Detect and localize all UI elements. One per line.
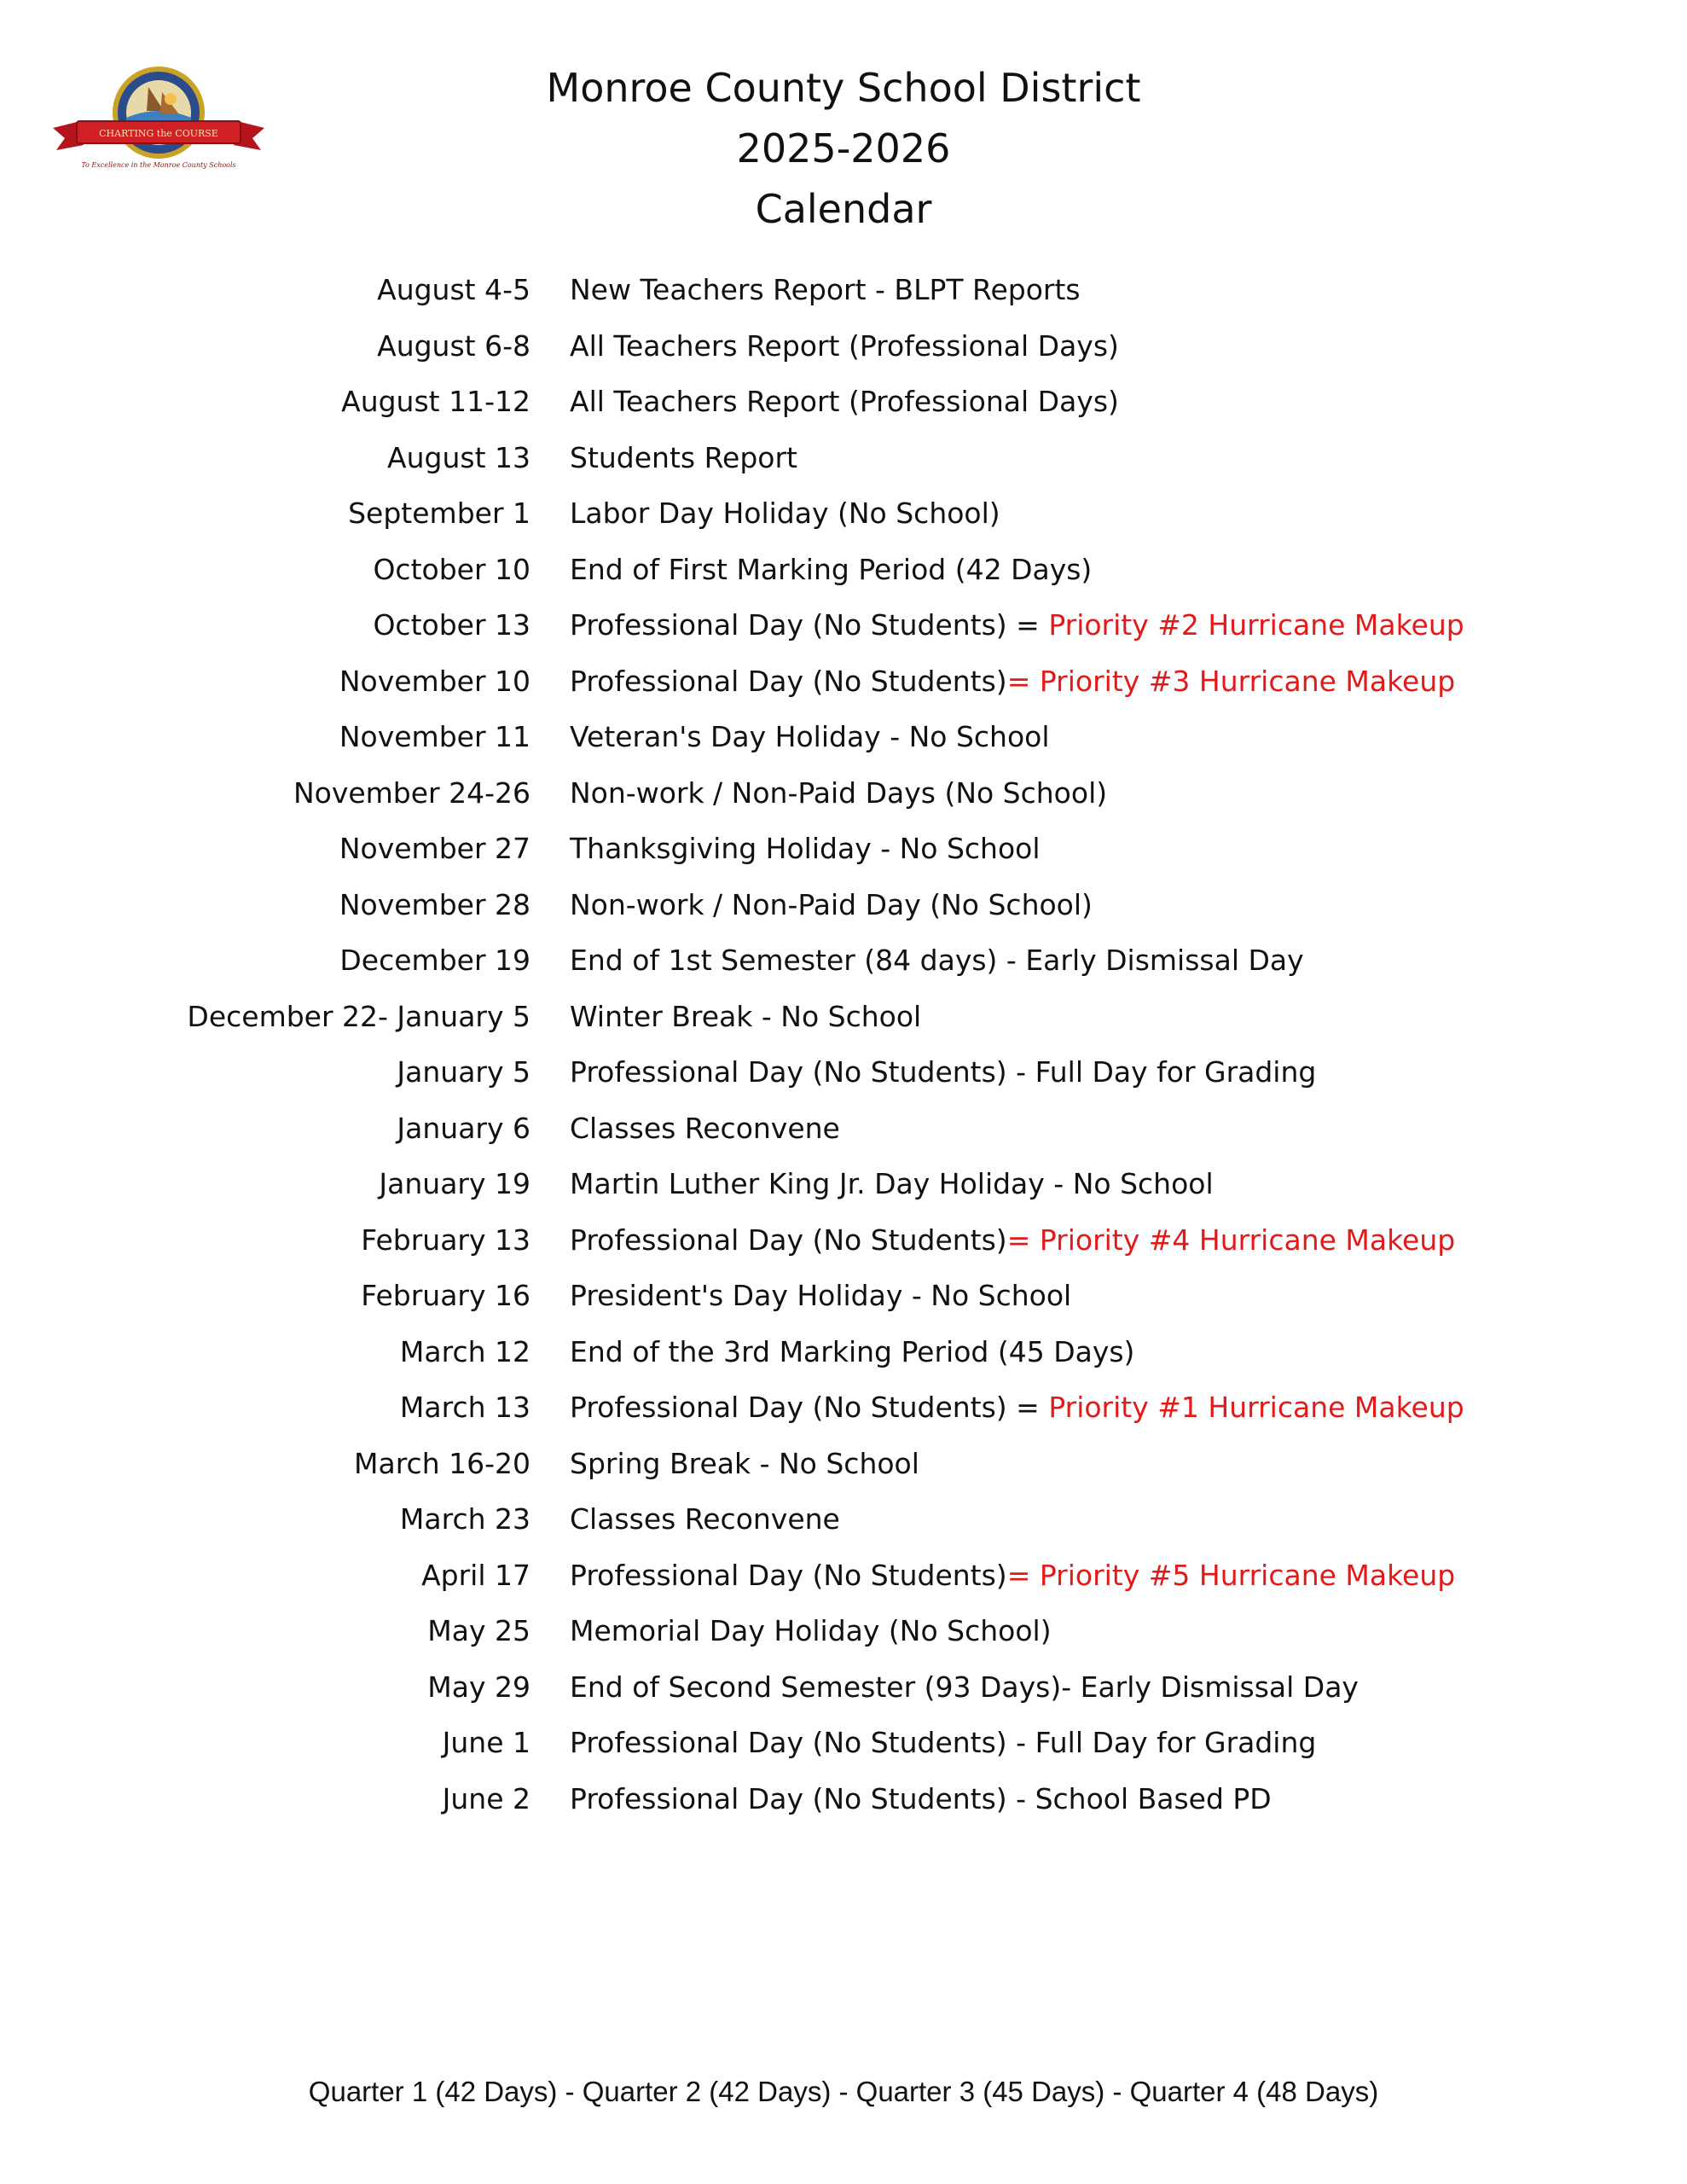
event-description-text: Professional Day (No Students) - Full Day for Grading [570,1726,1317,1759]
event-description [570,597,1464,653]
event-date: August 11-12 [341,385,530,418]
event-row [0,542,1687,598]
hurricane-makeup-note: = Priority #5 Hurricane Makeup [1006,1558,1456,1592]
event-row [0,1548,1687,1604]
event-description [570,1548,1455,1604]
event-date: November 11 [339,720,530,753]
event-description [570,1771,1272,1827]
calendar-title: Calendar [755,186,932,232]
event-description [570,430,797,486]
event-row [0,430,1687,486]
event-description [570,374,1119,430]
event-row [0,262,1687,318]
logo-tagline: To Excellence in the Monroe County Schools [81,161,236,169]
event-row [0,1771,1687,1827]
event-date: August 6-8 [377,328,530,363]
document-header [0,58,1687,240]
event-description-text: New Teachers Report - BLPT Reports [570,273,1081,306]
event-row [0,318,1687,375]
event-date: December 19 [339,944,530,977]
event-description [570,709,1050,765]
event-row [0,1491,1687,1548]
event-date: October 10 [373,552,530,586]
event-description-text: Professional Day (No Students) = [570,1391,1049,1424]
event-description [570,1380,1464,1436]
event-date: November 24-26 [293,775,530,810]
event-row [0,1212,1687,1269]
event-description [570,765,1107,822]
event-description [570,1044,1316,1101]
event-date: January 19 [379,1167,530,1200]
event-description-text: Spring Break - No School [570,1446,919,1480]
event-row [0,821,1687,877]
event-description [570,1324,1134,1380]
event-description-text: Memorial Day Holiday (No School) [570,1614,1052,1647]
event-row [0,989,1687,1045]
event-description-text: Students Report [570,440,797,474]
event-date: August 4-5 [377,273,530,306]
event-row [0,1101,1687,1157]
event-date: November 10 [339,664,530,698]
event-row [0,653,1687,710]
event-date: September 1 [348,497,530,530]
event-description-text: End of 1st Semester (84 days) - Early Dismissal Day [570,944,1304,977]
event-row [0,877,1687,933]
quarter-summary: Quarter 1 (42 Days) - Quarter 2 (42 Days) - Quarter 3 (45 Days) - Quarter 4 (48 Days) [308,2076,1379,2107]
event-date: February 16 [361,1279,530,1312]
school-year: 2025-2026 [736,125,951,171]
event-row [0,709,1687,765]
event-description [570,1491,840,1548]
event-description [570,318,1119,375]
event-date: May 29 [427,1670,530,1704]
event-date: August 13 [387,440,530,474]
event-description [570,1715,1316,1771]
event-description-text: End of the 3rd Marking Period (45 Days) [570,1334,1135,1368]
logo-banner-text: CHARTING the COURSE [99,128,218,139]
event-row [0,1659,1687,1716]
event-description-text: All Teachers Report (Professional Days) [570,328,1119,363]
event-date: October 13 [373,608,530,642]
event-row [0,374,1687,430]
event-description [570,1212,1455,1269]
event-description [570,989,921,1045]
event-description-text: End of First Marking Period (42 Days) [570,552,1093,586]
event-description [570,542,1092,598]
event-row [0,1436,1687,1492]
event-date: December 22- January 5 [187,999,530,1033]
event-description-text: Classes Reconvene [570,1111,840,1145]
event-description [570,1101,840,1157]
event-row [0,1380,1687,1436]
event-description-text: Classes Reconvene [570,1502,840,1536]
event-row [0,1324,1687,1380]
event-description [570,932,1304,989]
hurricane-makeup-note: Priority #1 Hurricane Makeup [1048,1391,1464,1424]
event-row [0,932,1687,989]
event-description [570,1268,1071,1324]
event-row [0,485,1687,542]
event-description-text: Professional Day (No Students) - Full Day for Grading [570,1055,1317,1089]
event-row [0,1268,1687,1324]
event-description-text: Non-work / Non-Paid Days (No School) [570,775,1108,810]
event-description-text: Professional Day (No Students) [570,1223,1007,1257]
event-row [0,1156,1687,1212]
event-date: June 1 [442,1726,530,1759]
event-description-text: Veteran's Day Holiday - No School [570,720,1050,753]
event-description-text: Labor Day Holiday (No School) [570,497,1000,530]
event-date: November 27 [339,832,530,865]
hurricane-makeup-note: = Priority #4 Hurricane Makeup [1006,1223,1456,1257]
event-description [570,1603,1052,1659]
event-date: April 17 [421,1558,530,1592]
event-description-text: Thanksgiving Holiday - No School [570,832,1041,865]
event-date: January 6 [397,1111,530,1145]
hurricane-makeup-note: = Priority #3 Hurricane Makeup [1006,664,1456,698]
event-description-text: Professional Day (No Students) [570,1558,1007,1592]
event-description-text: Winter Break - No School [570,999,922,1033]
event-row [0,597,1687,653]
event-description [570,821,1041,877]
event-description-text: Martin Luther King Jr. Day Holiday - No School [570,1167,1214,1200]
event-row [0,1044,1687,1101]
event-date: March 12 [399,1334,530,1368]
event-date: February 13 [361,1223,530,1257]
event-description-text: President's Day Holiday - No School [570,1279,1072,1312]
event-description-text: Non-work / Non-Paid Day (No School) [570,887,1093,921]
event-description-text: Professional Day (No Students) = [570,608,1049,642]
event-description [570,1659,1359,1716]
event-description-text: End of Second Semester (93 Days)- Early Dismissal Day [570,1670,1359,1704]
event-description-text: Professional Day (No Students) [570,664,1007,698]
event-description [570,877,1093,933]
event-list [0,262,1687,1827]
event-row [0,1603,1687,1659]
event-row [0,765,1687,822]
event-date: May 25 [427,1614,530,1647]
event-description [570,653,1455,710]
event-date: June 2 [442,1781,530,1815]
event-description-text: Professional Day (No Students) - School Based PD [570,1781,1272,1815]
event-date: January 5 [397,1055,530,1089]
hurricane-makeup-note: Priority #2 Hurricane Makeup [1048,608,1464,642]
event-description-text: All Teachers Report (Professional Days) [570,385,1119,418]
event-date: November 28 [339,887,530,921]
event-date: March 13 [399,1391,530,1424]
district-title: Monroe County School District [546,65,1141,111]
event-description [570,1156,1214,1212]
event-date: March 23 [399,1502,530,1536]
event-date: March 16-20 [354,1446,530,1480]
event-description [570,485,1000,542]
event-row [0,1715,1687,1771]
event-description [570,1436,919,1492]
event-description [570,262,1081,318]
